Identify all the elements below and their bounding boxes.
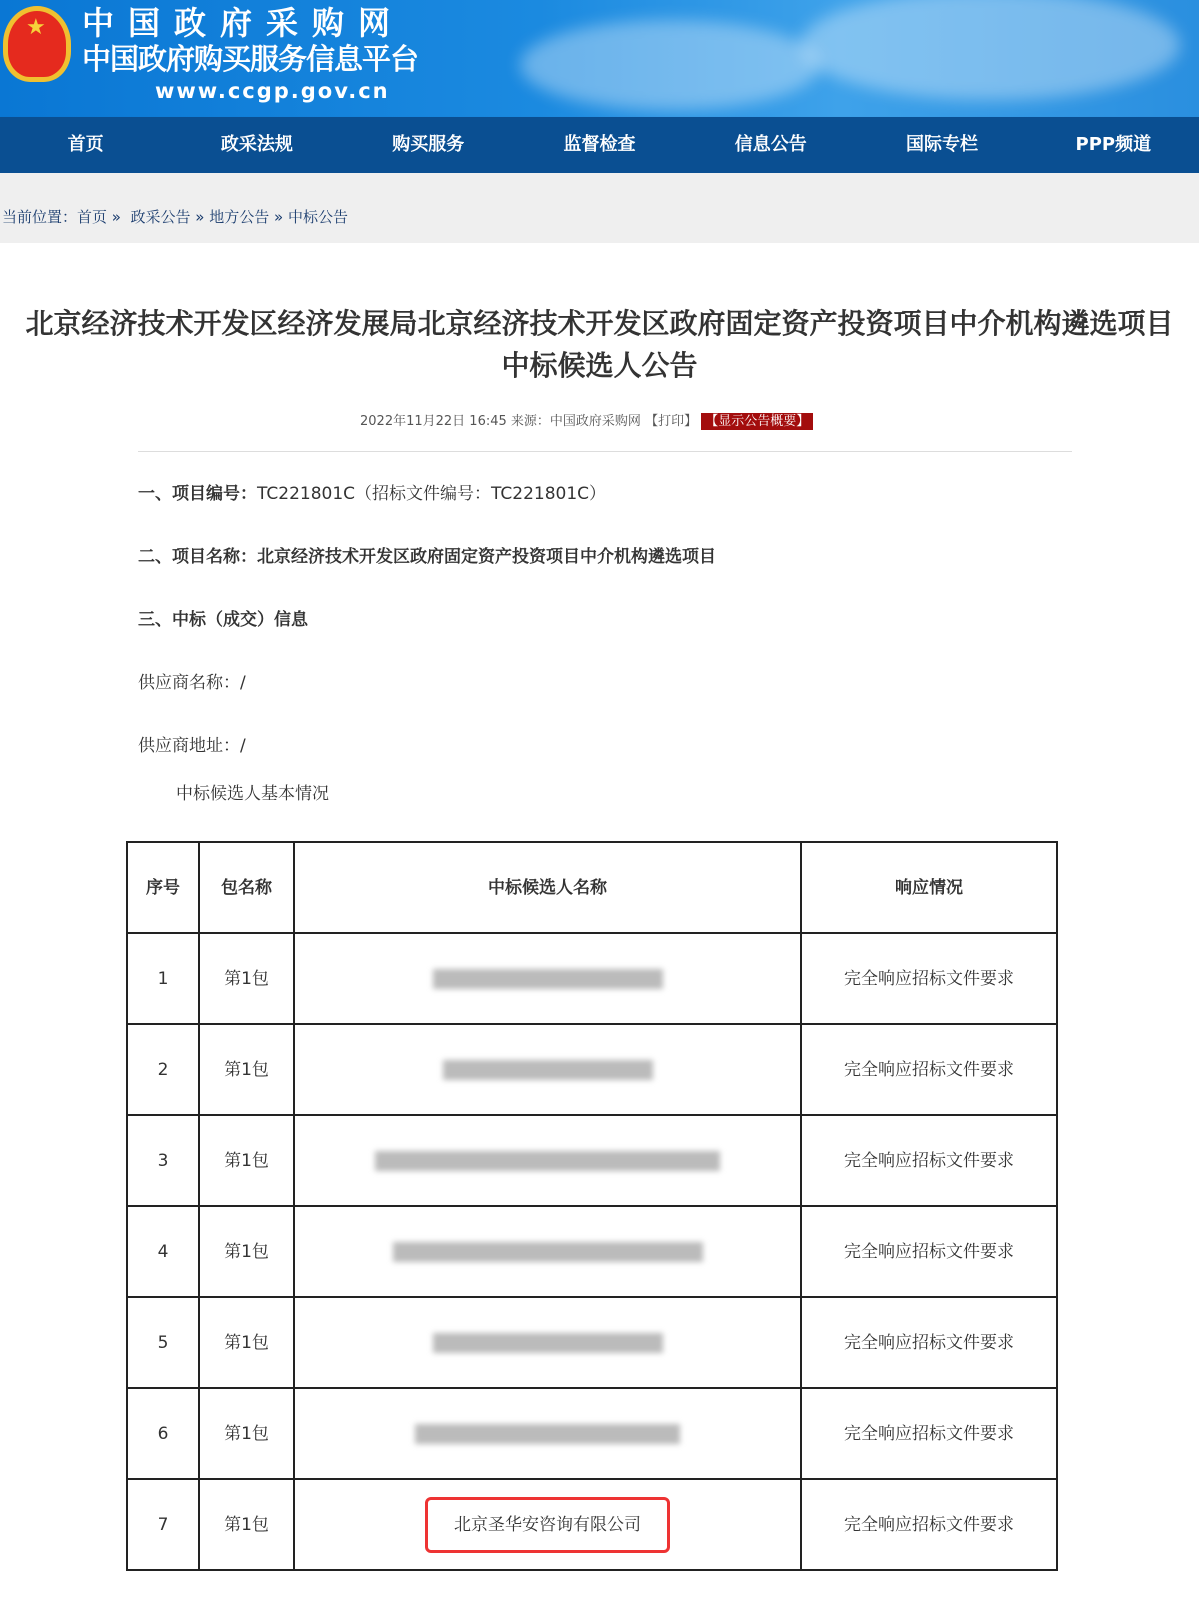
package-name: 第1包 bbox=[199, 1024, 294, 1115]
row-no: 6 bbox=[127, 1388, 199, 1479]
candidate-name-cell bbox=[294, 1479, 801, 1570]
redacted-name bbox=[393, 1242, 703, 1262]
candidates-table bbox=[126, 841, 1058, 1571]
row-no: 1 bbox=[127, 933, 199, 1024]
response-status: 完全响应招标文件要求 bbox=[801, 1206, 1057, 1297]
candidate-name-cell bbox=[294, 1297, 801, 1388]
table-header-row bbox=[127, 842, 1057, 933]
divider bbox=[138, 451, 1072, 452]
breadcrumb-announcements[interactable]: 政采公告 bbox=[130, 208, 191, 226]
print-link[interactable]: 【打印】 bbox=[645, 414, 698, 429]
show-summary-button[interactable]: 【显示公告概要】 bbox=[701, 413, 813, 430]
nav-international[interactable]: 国际专栏 bbox=[906, 134, 979, 155]
row-no: 5 bbox=[127, 1297, 199, 1388]
response-status: 完全响应招标文件要求 bbox=[801, 1479, 1057, 1570]
response-status: 完全响应招标文件要求 bbox=[801, 1024, 1057, 1115]
table-row bbox=[127, 1297, 1057, 1388]
package-name: 第1包 bbox=[199, 1297, 294, 1388]
site-url: www.ccgp.gov.cn bbox=[155, 79, 390, 103]
site-header bbox=[0, 0, 1199, 117]
response-status: 完全响应招标文件要求 bbox=[801, 933, 1057, 1024]
source: 来源：中国政府采购网 bbox=[510, 414, 641, 429]
breadcrumb-home[interactable]: 首页 bbox=[77, 208, 108, 226]
table-caption: 中标候选人基本情况 bbox=[176, 784, 329, 804]
project-no-label: 一、项目编号： bbox=[138, 484, 257, 504]
candidate-name-cell bbox=[294, 933, 801, 1024]
highlighted-candidate-name: 北京圣华安咨询有限公司 bbox=[425, 1497, 670, 1553]
table-row bbox=[127, 1024, 1057, 1115]
redacted-name bbox=[415, 1424, 680, 1444]
project-no: TC221801C（招标文件编号：TC221801C） bbox=[257, 484, 607, 504]
breadcrumb-award[interactable]: 中标公告 bbox=[287, 208, 348, 226]
redacted-name bbox=[433, 1333, 663, 1353]
package-name: 第1包 bbox=[199, 1206, 294, 1297]
table-row bbox=[127, 1115, 1057, 1206]
project-name: 北京经济技术开发区政府固定资产投资项目中介机构遴选项目 bbox=[257, 547, 716, 567]
candidate-name-cell bbox=[294, 1388, 801, 1479]
table-row bbox=[127, 933, 1057, 1024]
nav-ppp[interactable]: PPP频道 bbox=[1075, 134, 1152, 155]
page-title: 北京经济技术开发区经济发展局北京经济技术开发区政府固定资产投资项目中介机构遴选项目中标候选人公告 bbox=[25, 307, 1174, 382]
package-name: 第1包 bbox=[199, 1388, 294, 1479]
breadcrumb-label: 当前位置： bbox=[2, 208, 78, 226]
col-header: 中标候选人名称 bbox=[294, 842, 801, 933]
project-name-label: 二、项目名称： bbox=[138, 547, 257, 567]
candidate-name-cell bbox=[294, 1115, 801, 1206]
table-row bbox=[127, 1206, 1057, 1297]
col-header: 包名称 bbox=[199, 842, 294, 933]
col-header: 响应情况 bbox=[801, 842, 1057, 933]
row-no: 3 bbox=[127, 1115, 199, 1206]
nav-supervision[interactable]: 监督检查 bbox=[563, 134, 636, 155]
response-status: 完全响应招标文件要求 bbox=[801, 1388, 1057, 1479]
main-nav bbox=[0, 117, 1199, 173]
table-row bbox=[127, 1388, 1057, 1479]
nav-announcements[interactable]: 信息公告 bbox=[734, 134, 807, 155]
table-row bbox=[127, 1479, 1057, 1570]
site-subtitle: 中国政府购买服务信息平台 bbox=[82, 42, 419, 76]
national-emblem-logo: ★ bbox=[3, 6, 71, 82]
nav-regulations[interactable]: 政采法规 bbox=[220, 134, 293, 155]
supplier-name: 供应商名称：/ bbox=[138, 673, 246, 693]
redacted-name bbox=[443, 1060, 653, 1080]
col-header: 序号 bbox=[127, 842, 199, 933]
publish-date: 2022年11月22日 16:45 bbox=[360, 414, 507, 429]
supplier-address: 供应商地址：/ bbox=[138, 736, 246, 756]
candidate-name-cell bbox=[294, 1024, 801, 1115]
article-meta bbox=[0, 413, 1199, 431]
row-no: 7 bbox=[127, 1479, 199, 1570]
nav-purchase-services[interactable]: 购买服务 bbox=[392, 134, 465, 155]
breadcrumb-local[interactable]: 地方公告 bbox=[209, 208, 270, 226]
redacted-name bbox=[375, 1151, 720, 1171]
candidate-name-cell bbox=[294, 1206, 801, 1297]
package-name: 第1包 bbox=[199, 1115, 294, 1206]
section-award-info: 三、中标（成交）信息 bbox=[138, 610, 308, 630]
response-status: 完全响应招标文件要求 bbox=[801, 1115, 1057, 1206]
redacted-name bbox=[433, 969, 663, 989]
row-no: 4 bbox=[127, 1206, 199, 1297]
response-status: 完全响应招标文件要求 bbox=[801, 1297, 1057, 1388]
breadcrumb: 当前位置：首页 » 政采公告 » 地方公告 » 中标公告 bbox=[0, 173, 1199, 243]
site-title: 中国政府采购网 bbox=[82, 4, 405, 42]
row-no: 2 bbox=[127, 1024, 199, 1115]
package-name: 第1包 bbox=[199, 933, 294, 1024]
article bbox=[0, 303, 1199, 1571]
package-name: 第1包 bbox=[199, 1479, 294, 1570]
nav-home[interactable]: 首页 bbox=[67, 134, 104, 155]
